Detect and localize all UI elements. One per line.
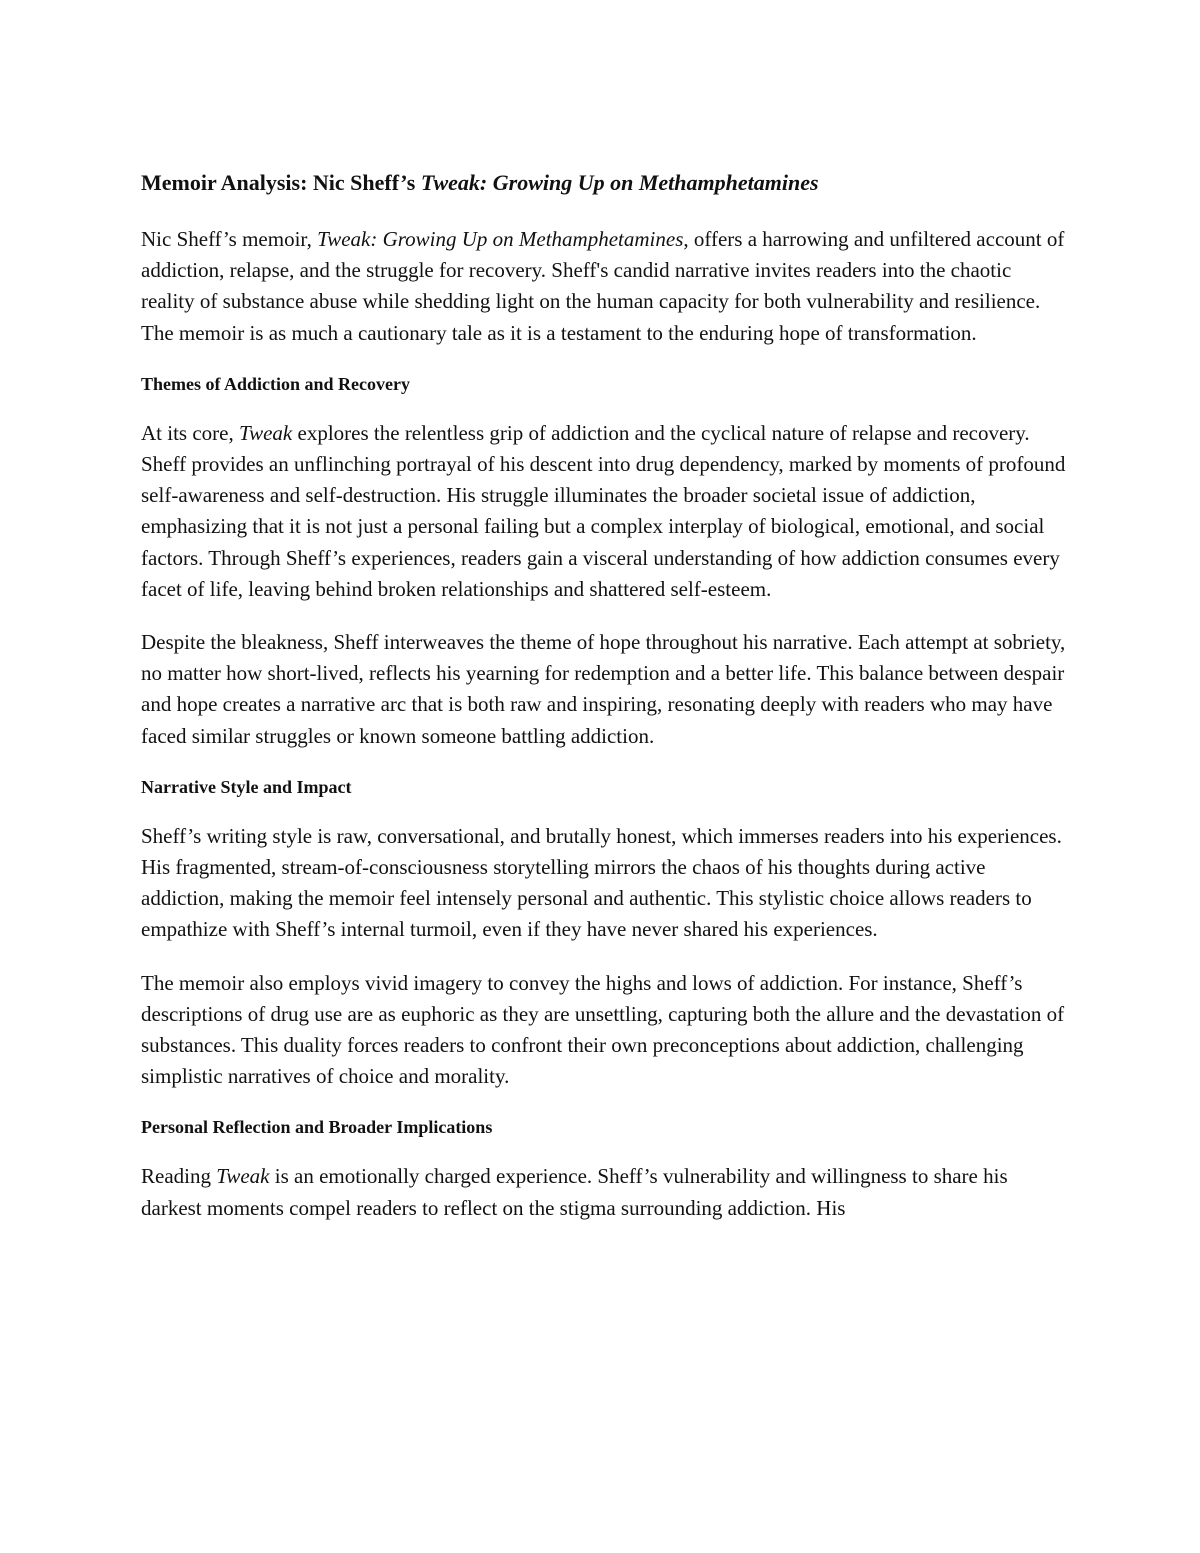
themes-paragraph-1 <box>141 418 1066 605</box>
intro-text-end: , offers a harrowing and unfiltered account of addiction, relapse, and the struggle for recovery. Sheff's candid narrative invites readers into the chaotic reality of substance abuse while shedding light on the human capacity for both vulnerability and resilience. The memoir is as much a cautionary tale as it is a testament to the enduring hope of transformation. <box>141 227 1065 345</box>
title-prefix: Memoir Analysis: Nic Sheff’s <box>141 170 421 195</box>
narrative-paragraph-1: Sheff’s writing style is raw, conversational, and brutally honest, which immerses readers into his experiences. His fragmented, stream-of-consciousness storytelling mirrors the chaos of his thoughts during active addiction, making the memoir feel intensely personal and authentic. This stylistic choice allows readers to empathize with Sheff’s internal turmoil, even if they have never shared his experiences. <box>141 823 1062 942</box>
themes-p1-start: At its core, <box>141 420 239 445</box>
reflection-paragraph-1 <box>141 1161 1066 1223</box>
intro-text-start: Nic Sheff’s memoir, <box>141 227 318 251</box>
section-heading-narrative: Narrative Style and Impact <box>141 776 352 797</box>
reflection-p1-start: Reading <box>141 1164 217 1189</box>
narrative-paragraph-2: The memoir also employs vivid imagery to convey the highs and lows of addiction. For instance, Sheff’s descriptions of drug use are as euphoric as they are unsettling, capturing both the allure and the devastation of substances. This duality forces readers to confront their own preconceptions about addiction, challenging simplistic narratives of choice and morality. <box>141 970 1065 1089</box>
reflection-p1-end: is an emotionally charged experience. Sheff’s vulnerability and willingness to share his darkest moments compel readers to reflect on the stigma surrounding addiction. His <box>141 1164 1008 1220</box>
document-page <box>141 168 1066 1246</box>
themes-p1-end: explores the relentless grip of addiction and the cyclical nature of relapse and recovery. Sheff provides an unflinching portrayal of his descent into drug dependency, marked by moments of profound self-awareness and self-destruction. His struggle illuminates the broader societal issue of addiction, emphasizing that it is not just a personal failing but a complex interplay of biological, emotional, and social factors. Through Sheff’s experiences, readers gain a visceral understanding of how addiction consumes every facet of life, leaving behind broken relationships and shattered self-esteem. <box>141 420 1066 601</box>
title-book-name: Tweak: Growing Up on Methamphetamines <box>420 170 819 195</box>
intro-paragraph <box>141 224 1066 349</box>
themes-paragraph-2: Despite the bleakness, Sheff interweaves the theme of hope throughout his narrative. Each attempt at sobriety, no matter how short-lived, reflects his yearning for redemption and a better life. This balance between despair and hope creates a narrative arc that is both raw and inspiring, resonating deeply with readers who may have faced similar struggles or known someone battling addiction. <box>141 630 1066 748</box>
reflection-p1-book-name: Tweak <box>216 1164 270 1189</box>
section-heading-themes: Themes of Addiction and Recovery <box>141 373 410 394</box>
themes-p1-book-name: Tweak <box>238 420 293 445</box>
section-heading-reflection: Personal Reflection and Broader Implications <box>141 1117 493 1138</box>
intro-book-name: Tweak: Growing Up on Methamphetamines <box>317 227 684 251</box>
document-title <box>141 168 1066 198</box>
